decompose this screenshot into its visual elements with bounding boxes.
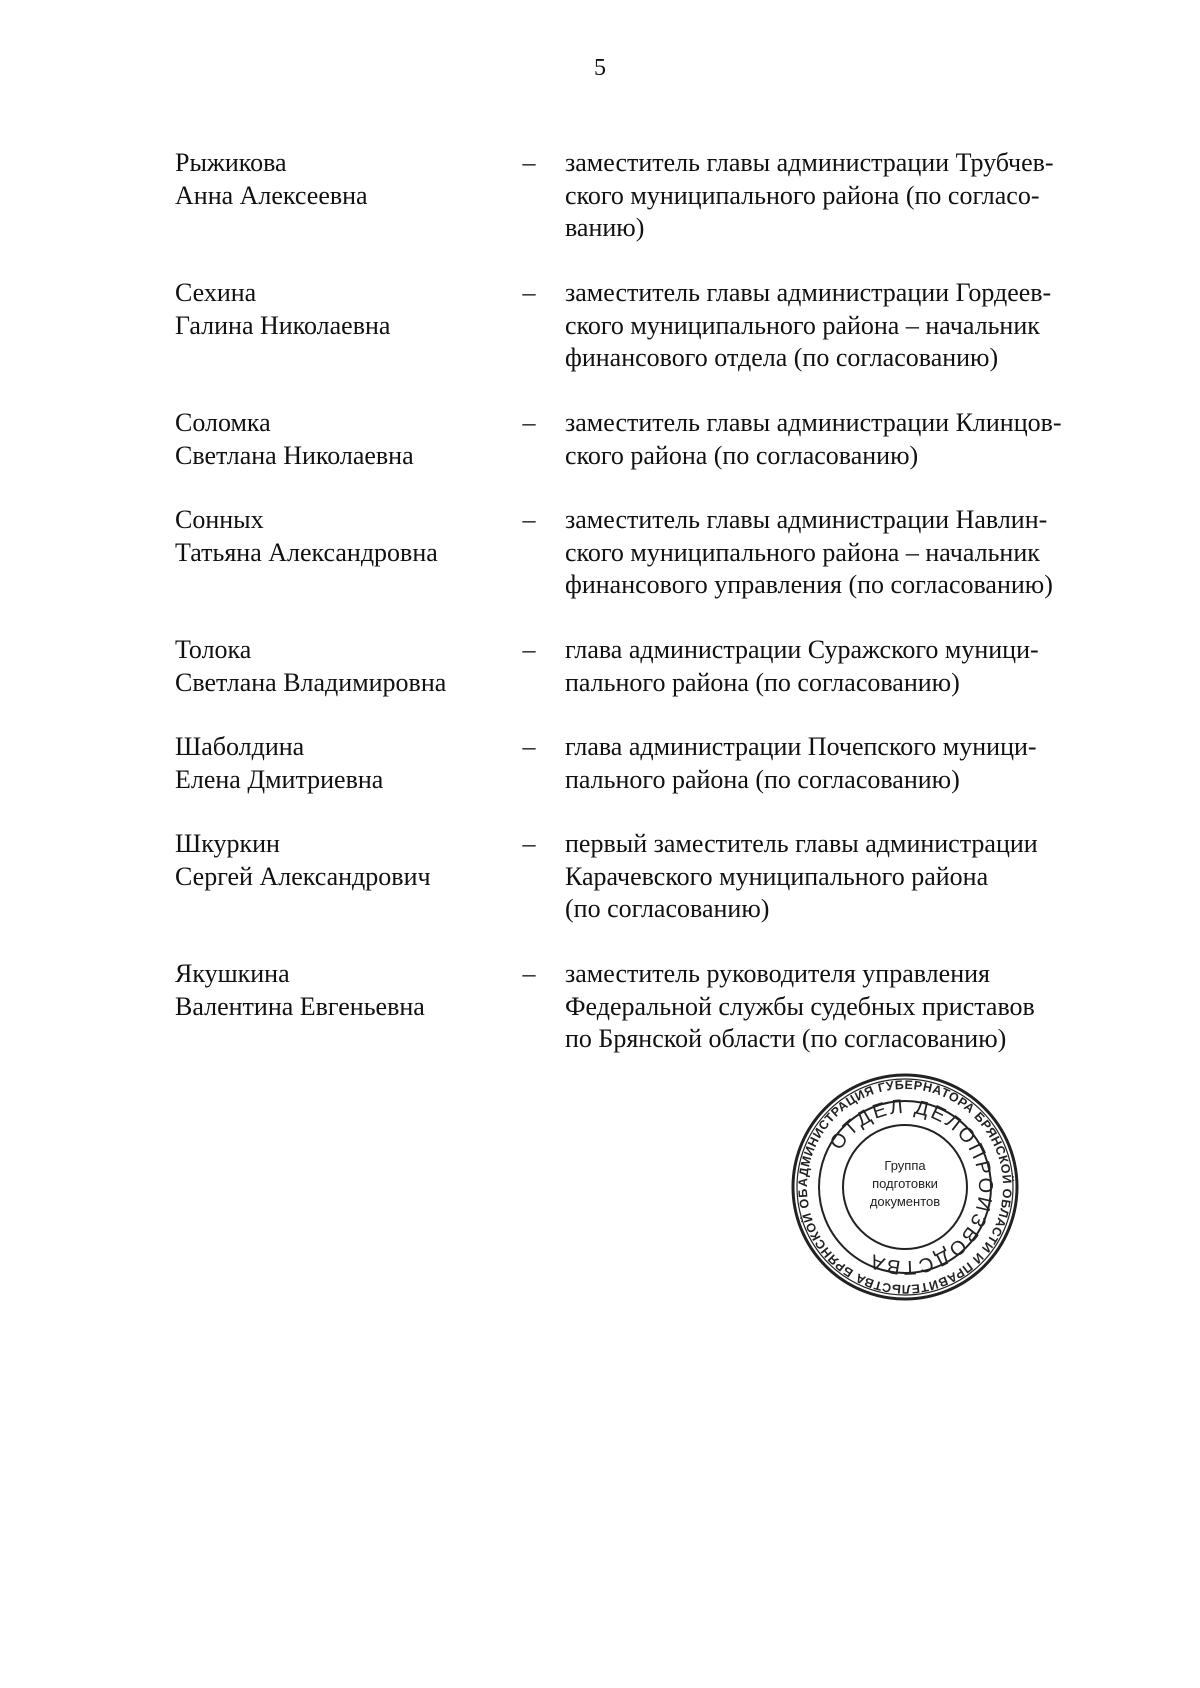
- position-line: заместитель главы администрации Навлин-: [565, 505, 1048, 534]
- stamp-center-line-3: документов: [869, 1194, 941, 1209]
- member-position: [565, 277, 1105, 375]
- stamp-outer-text: АДМИНИСТРАЦИЯ ГУБЕРНАТОРА БРЯНСКОЙ ОБЛАСТИ И ПРАВИТЕЛЬСТВА БРЯНСКОЙ ОБ: [795, 1077, 1015, 1297]
- position-line: первый заместитель главы администрации: [565, 829, 1038, 858]
- member-given-names: Анна Алексеевна: [175, 180, 368, 210]
- separator-dash: –: [522, 732, 536, 761]
- member-position: [565, 504, 1105, 602]
- position-line: финансового управления (по согласованию): [565, 570, 1053, 599]
- member-given-names: Светлана Владимировна: [175, 667, 447, 697]
- position-line: ского муниципального района – начальник: [565, 310, 1040, 340]
- separator-dash: –: [522, 148, 536, 177]
- member-given-names: Валентина Евгеньевна: [175, 991, 425, 1021]
- member-name: [175, 958, 505, 1023]
- separator-dash: –: [522, 278, 536, 307]
- separator-dash: –: [522, 635, 536, 664]
- member-position: [565, 828, 1105, 926]
- stamp-seal-icon: [790, 1072, 1020, 1302]
- member-name: [175, 634, 505, 699]
- member-name: [175, 504, 505, 569]
- member-surname: Шаболдина: [175, 732, 305, 761]
- member-given-names: Галина Николаевна: [175, 310, 391, 340]
- position-line: ванию): [565, 213, 645, 242]
- member-position: [565, 634, 1105, 699]
- official-stamp: [790, 1072, 1020, 1302]
- member-position: [565, 407, 1105, 472]
- member-surname: Рыжикова: [175, 148, 287, 177]
- position-line: ского муниципального района – начальник: [565, 537, 1040, 567]
- member-name: [175, 828, 505, 893]
- member-given-names: Татьяна Александровна: [175, 537, 438, 567]
- stamp-center-line-1: Группа: [884, 1158, 926, 1173]
- position-line: ского района (по согласованию): [565, 440, 919, 470]
- position-line: финансового отдела (по согласованию): [565, 343, 999, 372]
- page-number: 5: [594, 55, 606, 81]
- member-surname: Толока: [175, 635, 252, 664]
- position-line: по Брянской области (по согласованию): [565, 1024, 1007, 1053]
- position-line: глава администрации Суражского муници-: [565, 635, 1039, 664]
- member-given-names: Светлана Николаевна: [175, 440, 414, 470]
- member-surname: Сехина: [175, 278, 257, 307]
- member-given-names: Сергей Александрович: [175, 861, 431, 891]
- position-line: заместитель главы администрации Гордеев-: [565, 278, 1052, 307]
- member-given-names: Елена Дмитриевна: [175, 764, 384, 794]
- member-surname: Сонных: [175, 505, 264, 534]
- member-name: [175, 731, 505, 796]
- position-line: заместитель главы администрации Трубчев-: [565, 148, 1054, 177]
- separator-dash: –: [522, 959, 536, 988]
- member-surname: Шкуркин: [175, 829, 280, 858]
- position-line: заместитель руководителя управления: [565, 959, 990, 988]
- member-name: [175, 277, 505, 342]
- member-name: [175, 147, 505, 212]
- stamp-center-line-2: подготовки: [872, 1176, 938, 1191]
- position-line: Карачевского муниципального района: [565, 861, 989, 891]
- separator-dash: –: [522, 408, 536, 437]
- position-line: заместитель главы администрации Клинцов-: [565, 408, 1062, 437]
- member-position: [565, 731, 1105, 796]
- member-surname: Якушкина: [175, 959, 290, 988]
- position-line: пального района (по согласованию): [565, 764, 960, 794]
- member-position: [565, 958, 1105, 1056]
- member-name: [175, 407, 505, 472]
- position-line: (по согласованию): [565, 894, 770, 923]
- member-surname: Соломка: [175, 408, 271, 437]
- separator-dash: –: [522, 505, 536, 534]
- position-line: Федеральной службы судебных приставов: [565, 991, 1035, 1021]
- member-position: [565, 147, 1105, 245]
- position-line: пального района (по согласованию): [565, 667, 960, 697]
- position-line: ского муниципального района (по согласо-: [565, 180, 1040, 210]
- separator-dash: –: [522, 829, 536, 858]
- position-line: глава администрации Почепского муници-: [565, 732, 1037, 761]
- stamp-inner-text: ОТДЕЛ ДЕЛОПРОИЗВОДСТВА: [825, 1095, 997, 1279]
